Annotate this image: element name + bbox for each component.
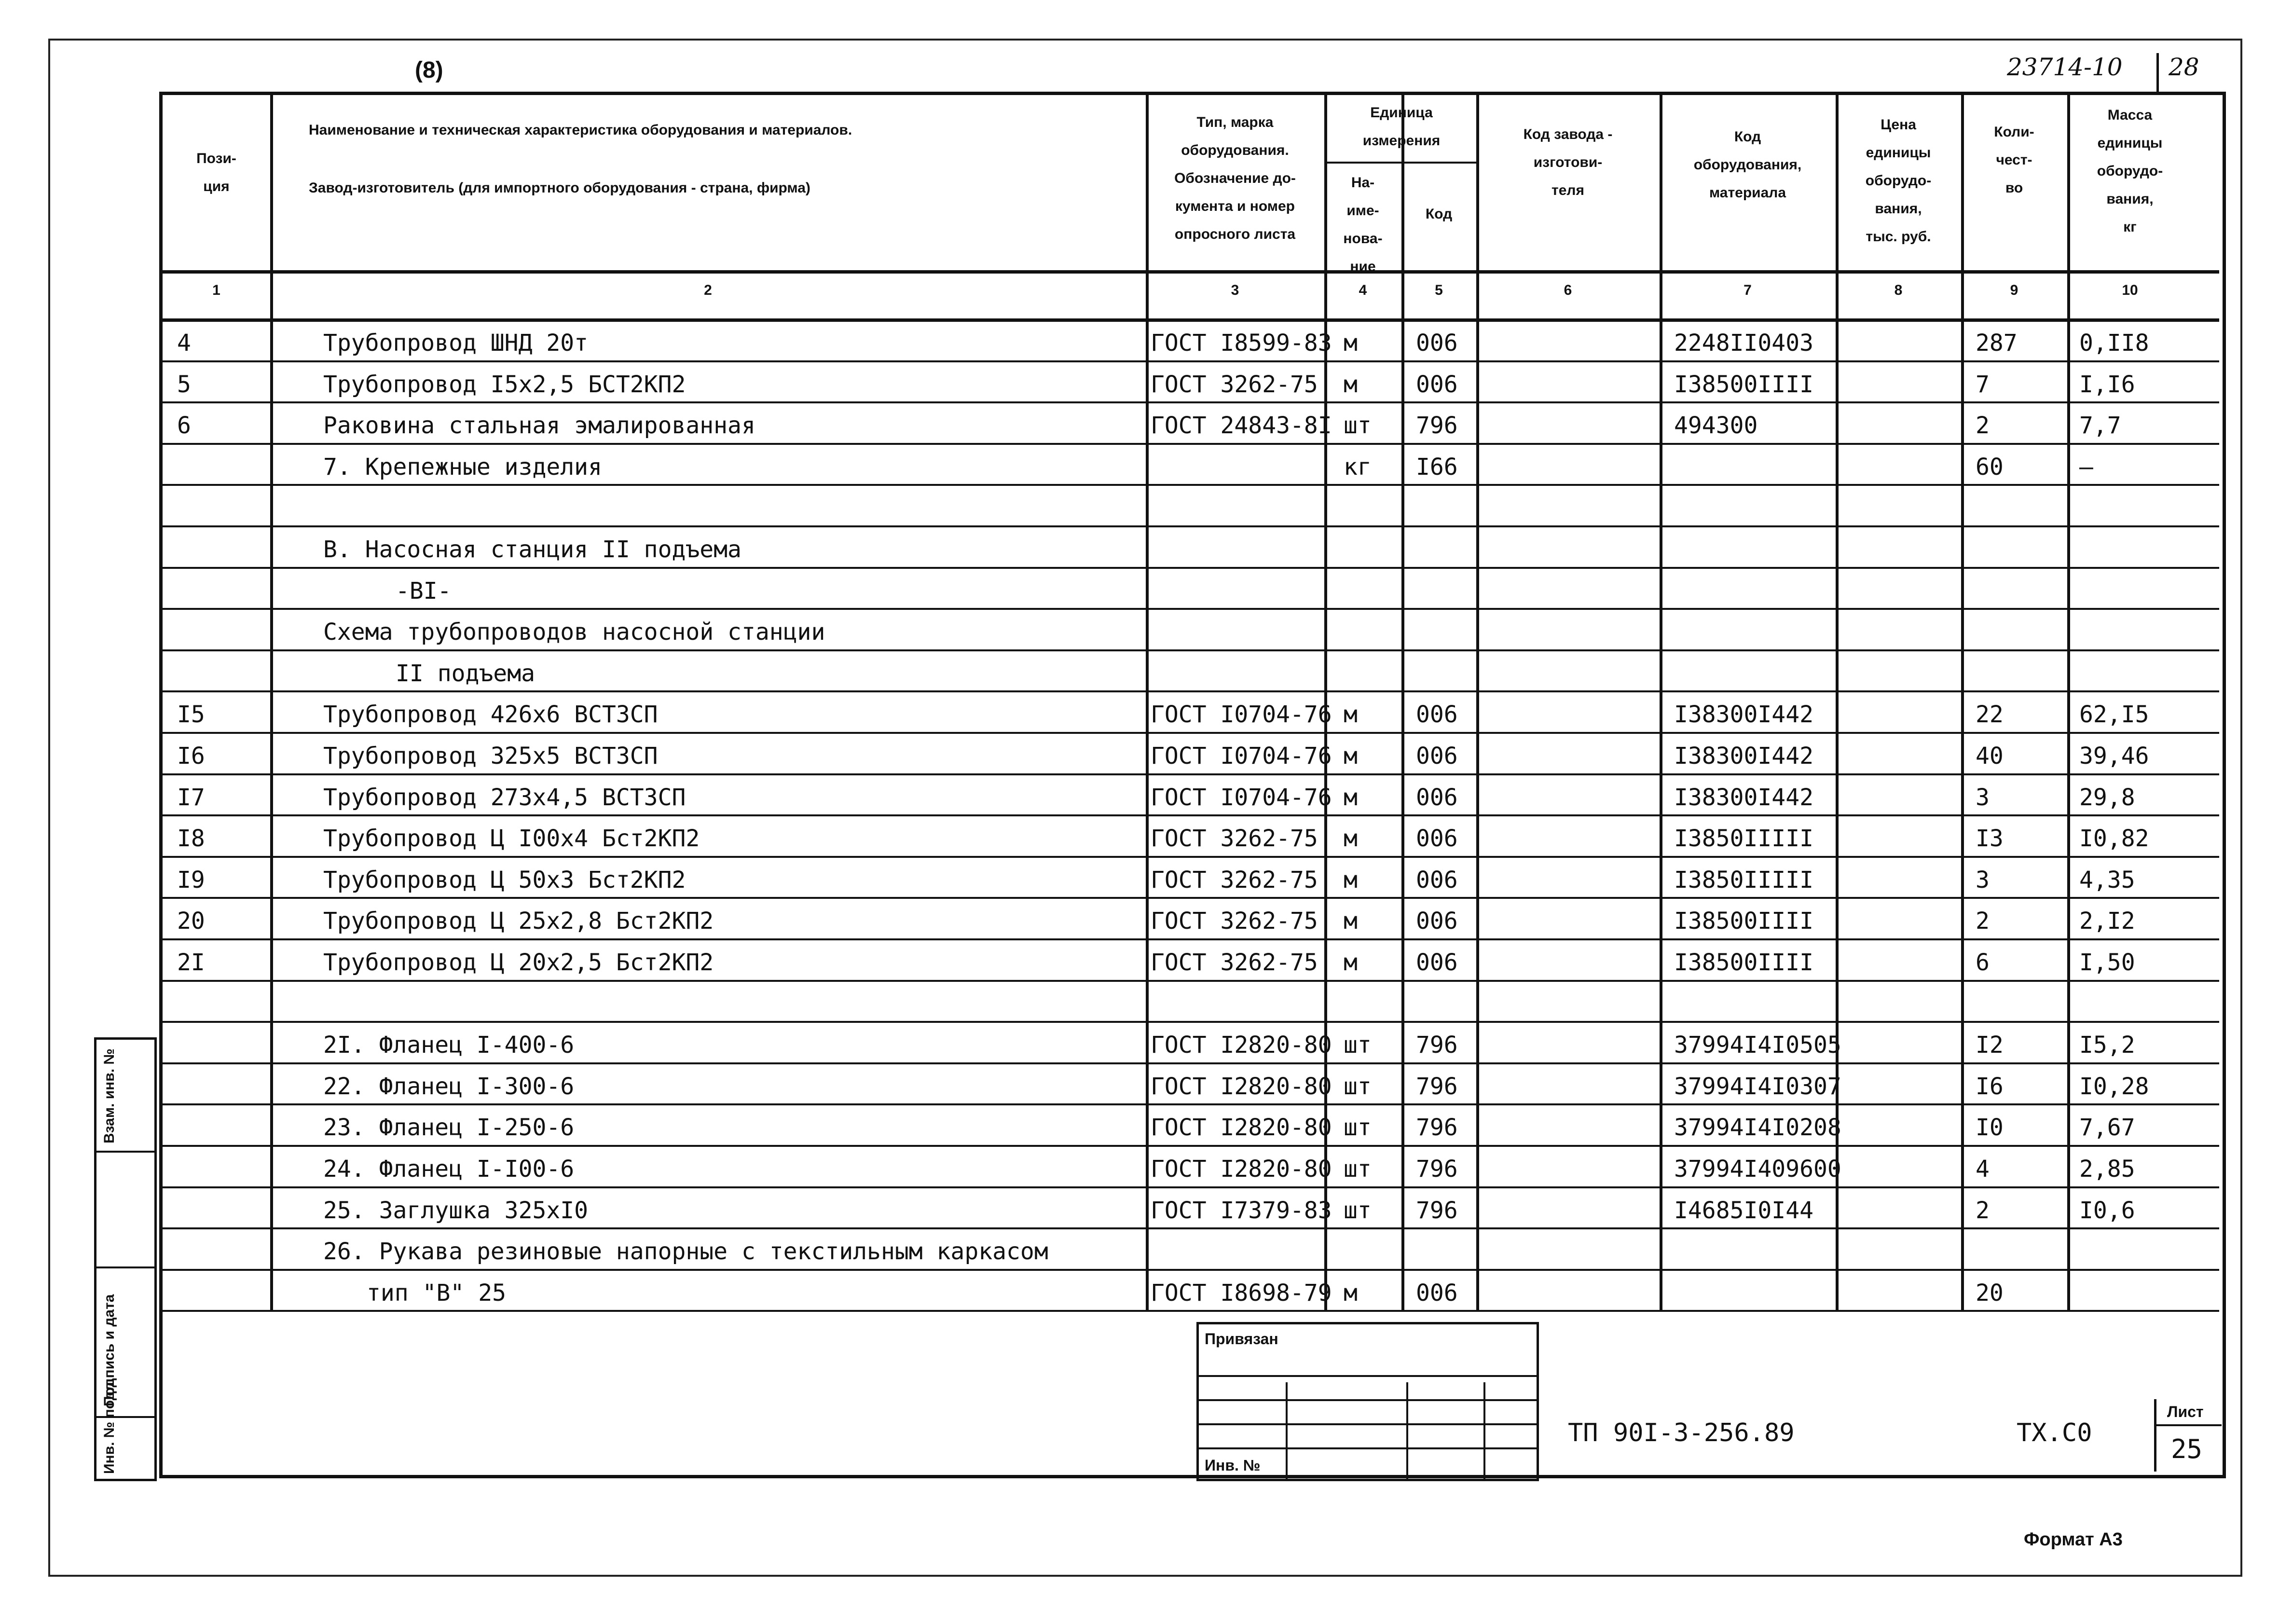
table-cell-equip: 37994I4I0307 [1674,1073,1841,1100]
column-divider [1401,95,1404,1312]
table-cell-name: Трубопровод 426х6 ВСТ3СП [323,701,658,729]
table-cell-name: 25. Заглушка 325хI0 [323,1197,589,1224]
table-cell-ucode: 006 [1416,371,1458,398]
table-cell-unit: шт [1344,1073,1372,1100]
table-cell-equip: I38300I442 [1674,743,1813,770]
column-number: 5 [1435,282,1443,298]
bound-stamp [1196,1322,1539,1481]
column-number: 9 [2010,282,2018,298]
table-cell-qty: 7 [1976,371,1990,398]
row-divider [163,938,2219,940]
table-cell-name: -ВI- [396,577,452,605]
column-number: 1 [212,282,220,298]
table-cell-doc: ГОСТ 3262-75 [1151,825,1318,853]
column-divider [1660,95,1662,1312]
table-cell-doc: ГОСТ 24843-8I [1151,412,1332,440]
corner-page: 28 [2169,53,2199,81]
table-cell-equip: I38500IIII [1674,371,1813,398]
table-cell-ucode: 006 [1416,908,1458,935]
row-divider [163,1062,2219,1064]
table-cell-unit: шт [1344,1032,1372,1059]
table-cell-qty: I2 [1976,1032,2004,1059]
table-cell-name: Трубопровод Ц 50х3 Бст2КП2 [323,866,686,894]
column-number: 6 [1564,282,1572,298]
table-cell-qty: 6 [1976,949,1990,976]
table-cell-name: Трубопровод ШНД 20т [323,330,589,357]
table-cell-pos: I5 [177,701,205,729]
table-cell-name: 22. Фланец I-300-6 [323,1073,575,1100]
table-cell-unit: м [1344,743,1358,770]
table-cell-doc: ГОСТ I8698-79 [1151,1279,1332,1307]
column-number: 2 [704,282,712,298]
header-cell: Единица измерения [1362,105,1441,149]
table-cell-ucode: 006 [1416,1279,1458,1307]
header-cell: Цена единицы оборудо- вания, тыс. руб. [1865,117,1932,245]
table-cell-name: В. Насосная станция II подъема [323,536,741,563]
table-cell-unit: м [1344,866,1358,894]
table-cell-doc: ГОСТ 3262-75 [1151,949,1318,976]
row-divider [163,773,2219,775]
table-cell-mass: 7,67 [2079,1114,2135,1142]
row-divider [163,401,2219,403]
corner-page-box [2156,53,2217,92]
header-bottom-line [163,270,2219,274]
table-cell-unit: шт [1344,1197,1372,1224]
table-cell-equip: I38500IIII [1674,908,1813,935]
table-cell-unit: м [1344,825,1358,853]
table-cell-ucode: 006 [1416,825,1458,853]
table-cell-pos: I8 [177,825,205,853]
table-cell-ucode: 006 [1416,866,1458,894]
column-divider [1961,95,1964,1312]
table-cell-unit: м [1344,701,1358,729]
header-cell: Коли- чест- во [1994,124,2034,196]
sheet-box [2154,1399,2222,1472]
table-cell-name: Схема трубопроводов насосной станции [323,619,825,646]
table-cell-doc: ГОСТ I2820-80 [1151,1073,1332,1100]
row-divider [163,856,2219,858]
table-cell-equip: 37994I4I0208 [1674,1114,1841,1142]
table-cell-mass: 4,35 [2079,866,2135,894]
table-cell-doc: ГОСТ 3262-75 [1151,908,1318,935]
header-cell: Тип, марка оборудования. Обозначение до- кумента и номер опросного листа [1174,114,1296,242]
table-cell-pos: 2I [177,949,205,976]
row-divider [163,525,2219,527]
row-divider [163,1269,2219,1271]
table-cell-unit: шт [1344,1114,1372,1142]
header-cell: Код завода - изготови- теля [1523,126,1613,198]
table-cell-pos: 5 [177,371,191,398]
column-divider [1146,95,1149,1312]
stamp-bound-label: Привязан [1205,1330,1278,1348]
row-divider [163,690,2219,692]
table-cell-doc: ГОСТ I7379-83 [1151,1197,1332,1224]
doc-code: ТХ.С0 [2017,1418,2092,1447]
row-divider [163,1145,2219,1147]
table-cell-mass: I0,82 [2079,825,2149,853]
table-cell-qty: 20 [1976,1279,2004,1307]
table-cell-unit: м [1344,949,1358,976]
row-divider [163,1103,2219,1105]
table-cell-equip: I4685I0I44 [1674,1197,1813,1224]
table-cell-mass: I,I6 [2079,371,2135,398]
table-cell-unit: м [1344,1279,1358,1307]
row-divider [163,1186,2219,1188]
row-divider [163,484,2219,486]
table-cell-mass: I,50 [2079,949,2135,976]
table-cell-unit: м [1344,784,1358,811]
column-divider [2067,95,2070,1312]
table-cell-ucode: 796 [1416,1032,1458,1059]
table-cell-ucode: 796 [1416,1073,1458,1100]
table-cell-doc: ГОСТ I0704-76 [1151,784,1332,811]
column-number: 8 [1894,282,1903,298]
stamp-inv-label: Инв. № [1205,1457,1261,1474]
table-cell-qty: 60 [1976,453,2004,481]
table-cell-pos: 20 [177,908,205,935]
row-divider [163,1021,2219,1023]
row-divider [163,897,2219,899]
row-divider [163,980,2219,982]
table-cell-equip: 2248II0403 [1674,330,1813,357]
table-cell-unit: шт [1344,1156,1372,1183]
table-cell-qty: I0 [1976,1114,2004,1142]
table-cell-ucode: 006 [1416,949,1458,976]
header-cell: На- име- нова- ние [1343,175,1383,275]
row-divider [163,732,2219,734]
table-cell-doc: ГОСТ I0704-76 [1151,743,1332,770]
table-cell-qty: 2 [1976,1197,1990,1224]
row-divider [163,1227,2219,1229]
table-cell-qty: 40 [1976,743,2004,770]
header-cell: Наименование и техническая характеристика оборудования и материалов. Завод-изготовитель (для импортного оборудования - страна, фирма) [309,122,852,196]
table-cell-mass: 0,II8 [2079,330,2149,357]
row-divider [163,567,2219,569]
table-cell-name: II подъема [396,660,535,687]
table-cell-pos: I9 [177,866,205,894]
table-cell-name: тип "В" 25 [367,1279,506,1307]
table-cell-name: 23. Фланец I-250-6 [323,1114,575,1142]
table-cell-ucode: I66 [1416,453,1458,481]
table-cell-doc: ГОСТ I2820-80 [1151,1156,1332,1183]
table-cell-mass: I5,2 [2079,1032,2135,1059]
table-cell-equip: 494300 [1674,412,1758,440]
table-cell-mass: I0,6 [2079,1197,2135,1224]
table-cell-ucode: 796 [1416,1156,1458,1183]
table-cell-equip: I3850IIIII [1674,825,1813,853]
table-cell-ucode: 796 [1416,1114,1458,1142]
table-cell-mass: 62,I5 [2079,701,2149,729]
column-divider [270,95,273,1312]
table-cell-qty: 3 [1976,784,1990,811]
colnum-bottom-line [163,318,2219,322]
table-cell-name: 24. Фланец I-I00-6 [323,1156,575,1183]
column-number: 3 [1231,282,1239,298]
table-cell-ucode: 796 [1416,1197,1458,1224]
row-divider [163,649,2219,651]
table-cell-ucode: 006 [1416,701,1458,729]
table-cell-unit: шт [1344,412,1372,440]
table-cell-qty: I3 [1976,825,2004,853]
left-margin-stamp [94,1037,157,1481]
table-cell-qty: 2 [1976,412,1990,440]
table-cell-equip: 37994I4I0505 [1674,1032,1841,1059]
table-cell-mass: – [2079,453,2093,481]
table-cell-ucode: 006 [1416,330,1458,357]
table-cell-name: Трубопровод Ц 20х2,5 Бст2КП2 [323,949,714,976]
table-cell-mass: I0,28 [2079,1073,2149,1100]
table-cell-pos: I7 [177,784,205,811]
sidebar-inv-orig: Инв. № подл. [101,1377,117,1474]
row-divider [163,608,2219,610]
table-cell-mass: 29,8 [2079,784,2135,811]
table-cell-pos: 6 [177,412,191,440]
table-cell-name: Трубопровод I5х2,5 БСТ2КП2 [323,371,686,398]
header-cell: Масса единицы оборудо- вания, кг [2097,107,2163,235]
column-number: 4 [1359,282,1367,298]
table-cell-unit: кг [1344,453,1372,481]
table-cell-mass: 7,7 [2079,412,2121,440]
table-cell-qty: 3 [1976,866,1990,894]
table-cell-doc: ГОСТ I2820-80 [1151,1032,1332,1059]
table-cell-mass: 39,46 [2079,743,2149,770]
table-cell-equip: I38300I442 [1674,784,1813,811]
header-cell: Пози- ция [196,151,236,194]
table-cell-name: 26. Рукава резиновые напорные с текстильным каркасом [323,1238,1048,1266]
sidebar-cell-empty [96,1151,154,1268]
row-divider [163,814,2219,816]
table-cell-doc: ГОСТ 3262-75 [1151,866,1318,894]
sidebar-cell-replace [96,1040,154,1153]
table-cell-name: Трубопровод Ц 25х2,8 Бст2КП2 [323,908,714,935]
table-cell-unit: м [1344,371,1358,398]
table-cell-name: Трубопровод 325х5 ВСТ3СП [323,743,658,770]
table-cell-qty: I6 [1976,1073,2004,1100]
table-cell-name: Раковина стальная эмалированная [323,412,755,440]
table-cell-mass: 2,85 [2079,1156,2135,1183]
row-divider [163,443,2219,445]
column-number: 7 [1744,282,1752,298]
table-cell-doc: ГОСТ I8599-83 [1151,330,1332,357]
table-cell-equip: I38500IIII [1674,949,1813,976]
table-cell-equip: 37994I409600 [1674,1156,1841,1183]
table-cell-ucode: 006 [1416,784,1458,811]
header-cell: Код [1425,206,1453,222]
header-divider [1324,162,1476,164]
sidebar-sign-date: Подпись и дата [101,1294,117,1406]
table-cell-doc: ГОСТ 3262-75 [1151,371,1318,398]
table-cell-name: Трубопровод 273х4,5 ВСТ3СП [323,784,686,811]
table-cell-qty: 2 [1976,908,1990,935]
table-cell-mass: 2,I2 [2079,908,2135,935]
table-cell-pos: 4 [177,330,191,357]
sidebar-inv-replace: Взам. инв. № [101,1048,117,1143]
row-divider [163,360,2219,362]
table-cell-doc: ГОСТ I0704-76 [1151,701,1332,729]
table-cell-equip: I3850IIIII [1674,866,1813,894]
header-cell: Код оборудования, материала [1693,129,1802,201]
column-divider [1476,95,1479,1312]
doc-number-handwritten: 23714-10 [2007,53,2123,81]
table-cell-unit: м [1344,330,1358,357]
row-divider [163,1310,2219,1312]
column-number: 10 [2122,282,2138,298]
table-cell-pos: I6 [177,743,205,770]
table-cell-doc: ГОСТ I2820-80 [1151,1114,1332,1142]
sheet-marker: (8) [415,57,443,83]
table-cell-qty: 4 [1976,1156,1990,1183]
table-cell-ucode: 796 [1416,412,1458,440]
table-cell-name: 2I. Фланец I-400-6 [323,1032,575,1059]
project-number: ТП 90I-3-256.89 [1568,1418,1795,1447]
table-cell-name: Трубопровод Ц I00х4 Бст2КП2 [323,825,700,853]
table-cell-qty: 287 [1976,330,2018,357]
table-cell-qty: 22 [1976,701,2004,729]
format-label: Формат А3 [2024,1529,2123,1550]
table-cell-ucode: 006 [1416,743,1458,770]
table-cell-equip: I38300I442 [1674,701,1813,729]
table-cell-name: 7. Крепежные изделия [323,453,602,481]
sheet-number: 25 [2171,1434,2203,1464]
sheet-label: Лист [2167,1403,2204,1420]
table-cell-unit: м [1344,908,1358,935]
sidebar-cell-orig [96,1377,154,1476]
